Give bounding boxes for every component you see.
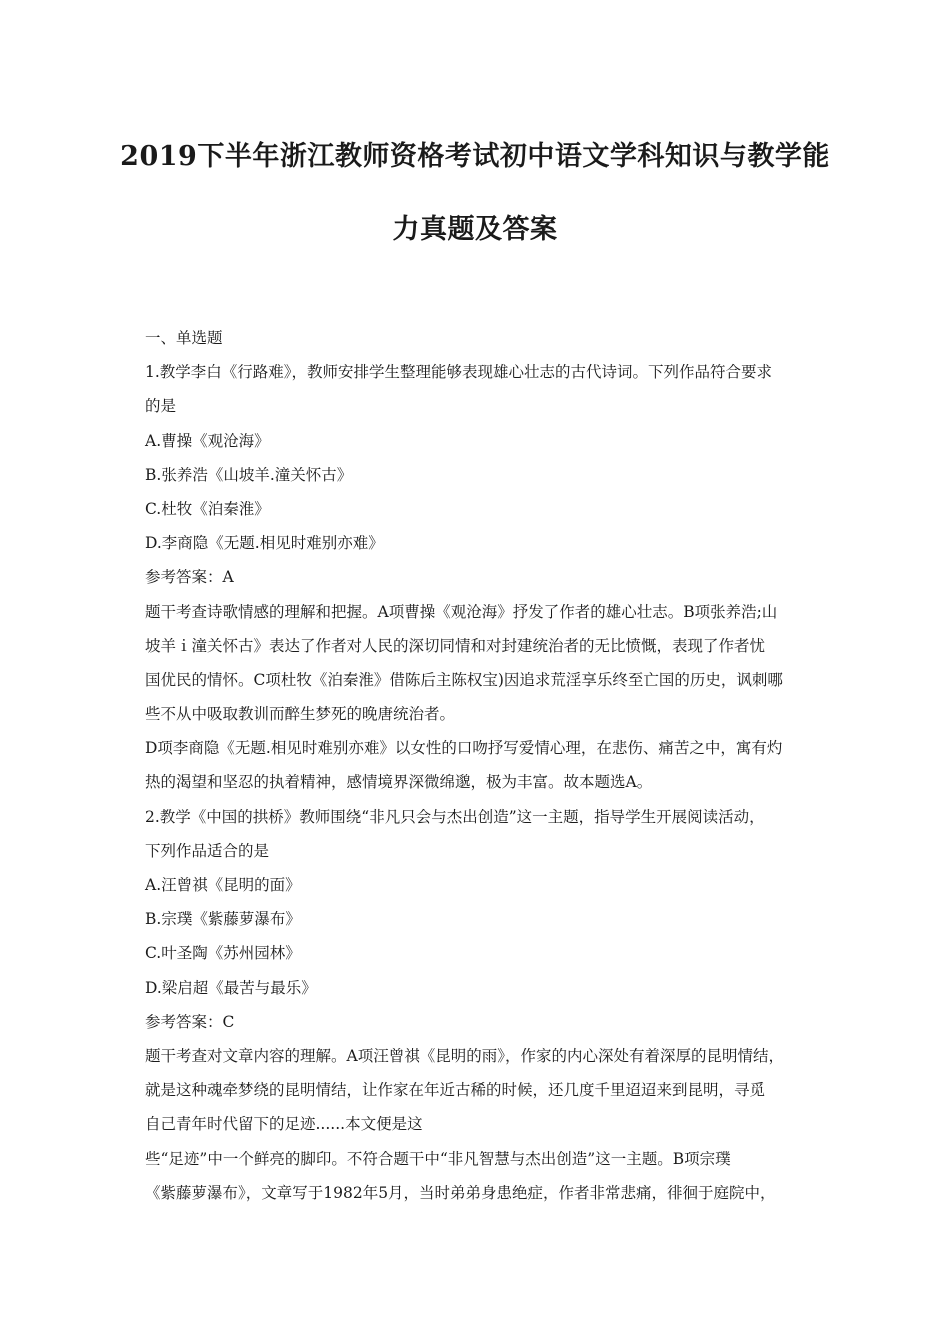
question-2-stem: 2.教学《中国的拱桥》教师围绕“非凡只会与杰出创造”这一主题，指导学生开展阅读活动， [145, 807, 765, 826]
question-1-explanation: 热的渴望和坚忍的执着精神，感情境界深微绵邈，极为丰富。故本题选A。 [145, 773, 653, 792]
question-1-stem: 1.教学李白《行路难》，教师安排学生整理能够表现雄心壮志的古代诗词。下列作品符合要求 [145, 363, 773, 382]
question-1-option-a: A.曹操《观沧海》 [145, 431, 270, 450]
question-1-explanation: 些不从中吸取教训而醉生梦死的晚唐统治者。 [145, 705, 456, 724]
question-2-answer: 参考答案：C [145, 1012, 235, 1031]
question-1-explanation: 题干考查诗歌情感的理解和把握。A项曹操《观沧海》抒发了作者的雄心壮志。B项张养浩;山 [145, 602, 778, 621]
question-2-stem-cont: 下列作品适合的是 [145, 841, 270, 860]
question-1-option-d: D.李商隐《无题.相见时难别亦难》 [145, 534, 384, 553]
question-2-explanation: 就是这种魂牵梦绕的昆明情结，让作家在年近古稀的时候，还几度千里迢迢来到昆明，寻觅 [145, 1081, 766, 1100]
question-2-explanation: 题干考查对文章内容的理解。A项汪曾祺《昆明的雨》，作家的内心深处有着深厚的昆明情结， [145, 1046, 784, 1065]
document-title-line-2: 力真题及答案 [392, 214, 558, 245]
document-body [145, 326, 835, 1215]
question-1-explanation: 坡羊ｉ潼关怀古》表达了作者对人民的深切同情和对封建统治者的无比愤慨，表现了作者忧 [145, 636, 766, 655]
question-1-option-b: B.张养浩《山坡羊.潼关怀古》 [145, 465, 353, 484]
question-2-option-d: D.梁启超《最苦与最乐》 [145, 978, 317, 997]
question-2-option-c: C.叶圣陶《苏州园林》 [145, 944, 301, 963]
document-title-line-1: 2019下半年浙江教师资格考试初中语文学科知识与教学能 [120, 141, 830, 172]
question-2-explanation: 自己青年时代留下的足迹......本文便是这 [145, 1115, 423, 1134]
section-heading: 一、单选题 [145, 329, 223, 347]
question-2-option-a: A.汪曾祺《昆明的面》 [145, 876, 301, 894]
question-1-option-c: C.杜牧《泊秦淮》 [145, 499, 270, 518]
question-2-option-b: B.宗璞《紫藤萝瀑布》 [145, 910, 301, 929]
question-1-answer: 参考答案：A [145, 568, 234, 587]
question-1-stem-cont: 的是 [145, 397, 177, 416]
question-1-explanation: D项李商隐《无题.相见时难别亦难》以女性的口吻抒写爱情心理，在悲伤、痛苦之中，寓有灼 [145, 739, 783, 758]
question-2-explanation: 些“足迹”中一个鲜亮的脚印。不符合题干中“非凡智慧与杰出创造”这一主题。B项宗璞 [145, 1149, 731, 1168]
question-2-explanation: 《紫藤萝瀑布》，文章写于1982年5月，当时弟弟身患绝症，作者非常悲痛，徘徊于庭院中， [145, 1183, 776, 1202]
question-1-explanation: 国优民的情怀。C项杜牧《泊秦淮》借陈后主陈权宝)因追求荒淫享乐终至亡国的历史，讽刺哪 [145, 670, 783, 689]
